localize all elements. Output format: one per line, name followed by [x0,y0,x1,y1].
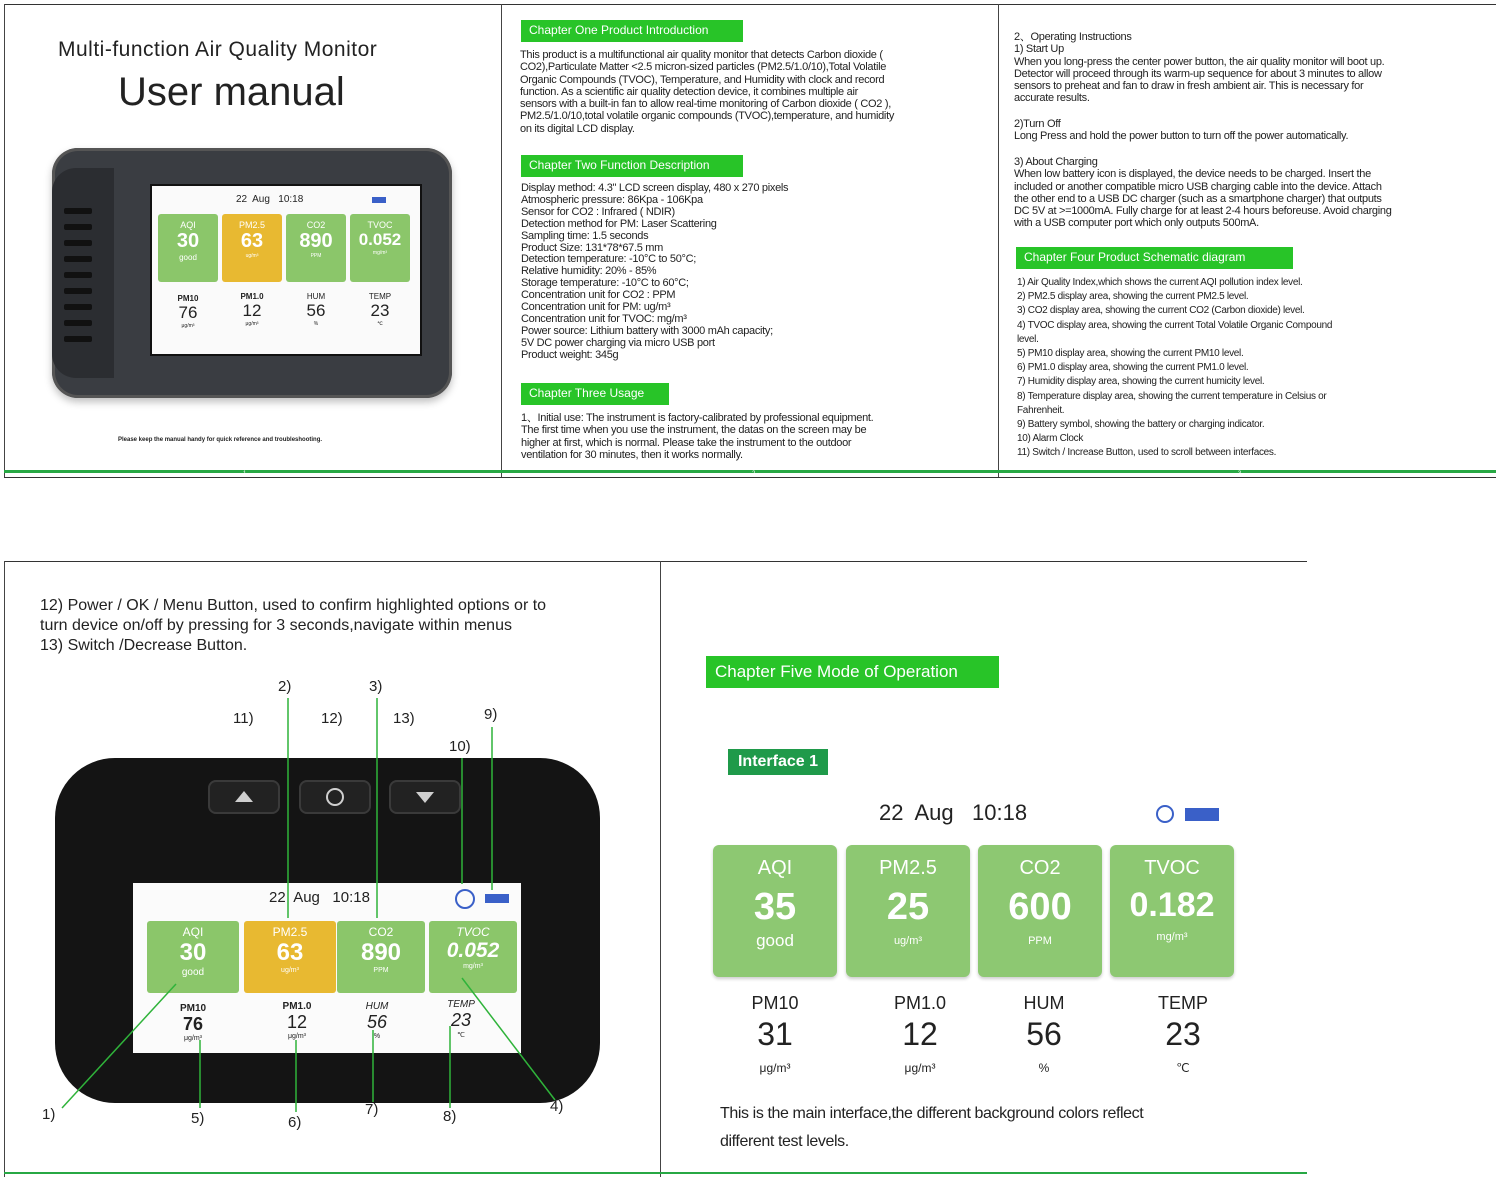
date-month: Aug [914,800,954,825]
date-month: Aug [252,194,270,205]
page-divider-3 [660,561,661,1177]
tile-co2 [978,845,1102,977]
reading-unit: % [313,321,319,327]
alarm-clock-icon [1156,805,1174,823]
reading-unit: μg/m³ [183,1035,203,1042]
chapter-five-heading: Chapter Five Mode of Operation [706,656,999,688]
leader-line-1 [62,984,176,1108]
reading-value: 23 [370,301,390,320]
chapter-two-text: Display method: 4.3" LCD screen display, 480 x 270 pixels Atmospheric pressure: 86Kpa - 106Kpa Sensor for CO2 : Infrared ( NDIR) Detection method for PM: Laser Scattering Sampling time: 1.5 seconds Product Size: 131*78*67.5 mm Detection temperature: -10°C to 50°C; Relative humidity: 20% - 85% Storage temperature: -10°C to 60°C; Concentration unit for CO2 : PPM Concentration unit for PM: ug/m³ Concentration unit for TVOC: mg/m³ Power source: Lithium battery with 3000 mAh capacity; 5V DC power charging via micro USB port Product weight: 345g [521,182,789,361]
callout-8: 8) [443,1108,457,1125]
cover-footer-note: Please keep the manual handy for quick reference and troubleshooting. [118,437,323,443]
callout-5: 5) [191,1110,205,1127]
reading-value: 12 [242,301,262,320]
tile-unit: mg/m³ [1156,931,1188,943]
cover-subtitle: Multi-function Air Quality Monitor [58,38,378,61]
reading-unit: ℃ [1176,1061,1190,1075]
chapter-three-heading: Chapter Three Usage [521,383,669,405]
tile-label: AQI [182,925,204,939]
tile-unit: good [756,931,794,950]
reading-unit: μg/m³ [245,321,259,327]
tile-label: PM2.5 [879,857,937,879]
callout-12: 12) [321,710,343,727]
date-day: 22 [236,194,248,205]
leader-line-4 [462,978,555,1100]
reading-pm1 [858,993,982,1075]
reading-unit: % [1038,1061,1050,1075]
callout-1: 1) [42,1106,56,1123]
reading-label: PM1.0 [240,292,264,301]
tile-value: 890 [299,230,333,252]
reading-label: PM10 [179,1003,207,1014]
chapter-one-heading: Chapter One Product Introduction [521,20,743,42]
reading-label: HUM [306,292,326,301]
tile-value: 63 [240,230,264,252]
interface-caption: This is the main interface,the different background colors reflect different test levels. [720,1105,1144,1150]
tile-value: 25 [886,886,930,928]
callout-4: 4) [550,1098,564,1115]
reading-unit: % [373,1033,381,1040]
page-number-1: 1 [243,471,247,477]
reading-value: 31 [757,1016,793,1052]
reading-value: 56 [366,1012,388,1032]
tile-label: CO2 [368,925,394,939]
date-day: 22 [269,889,286,906]
tile-unit: mg/m³ [463,963,483,970]
date-day: 22 [879,800,904,825]
tile-value: 890 [360,939,402,966]
clock-time: 10:18 [972,800,1028,825]
tile-value: 0.052 [446,939,500,962]
reading-unit: μg/m³ [287,1033,307,1040]
tile-label: CO2 [1019,857,1061,879]
tile-label: PM2.5 [272,925,308,939]
reading-label: TEMP [447,999,475,1010]
reading-value: 12 [902,1016,938,1052]
battery-icon [1185,808,1219,821]
tile-value: 35 [753,886,797,928]
tile-unit: mg/m³ [372,250,388,256]
tile-label: AQI [757,857,793,879]
reading-label: PM10 [751,993,799,1013]
reading-value: 12 [286,1012,308,1032]
callout-6: 6) [288,1114,302,1131]
reading-unit: μg/m³ [759,1061,791,1075]
clock-time: 10:18 [332,889,370,906]
tile-unit: PPM [310,253,322,259]
reading-unit: ℃ [377,321,383,327]
reading-value: 56 [1026,1016,1062,1052]
operating-instructions-text: 2、Operating Instructions 1) Start Up When you long-press the center power button, the air quality monitor will boot up. Detector will proceed through its warm-up sequence for about 3 minutes to allow sensors to preheat and fan to draw in fresh ambient air. This is necessary for accurate results. [1014,31,1385,105]
reading-unit: ℃ [457,1032,465,1039]
clock-time: 10:18 [278,194,304,205]
reading-value: 76 [182,1014,204,1034]
cover-title: User manual [118,70,345,114]
callout-7: 7) [365,1101,379,1118]
chapter-three-text: 1、Initial use: The instrument is factory-calibrated by professional equipment. The first time when you use the instrument, the datas on the screen may be higher at first, which is normal. Please take the instrument to the outdoor ventilation for 30 minutes, then it works normally. [521,412,874,461]
reading-label: TEMP [368,292,392,301]
tile-unit: good [179,253,197,262]
reading-unit: μg/m³ [904,1061,936,1075]
tile-unit: ug/m³ [281,967,299,974]
tile-label: TVOC [1144,857,1200,879]
callout-13: 13) [393,710,415,727]
reading-label: HUM [365,1001,389,1012]
schematic-notes: 12) Power / OK / Menu Button, used to confirm highlighted options or to turn device on/off by pressing for 3 seconds,navigate within menus 13) Switch /Decrease Button. [40,597,547,654]
tile-pm25 [846,845,970,977]
reading-value: 23 [450,1010,472,1030]
tile-value: 600 [1008,886,1072,928]
page-number-2: 2 [752,471,756,477]
interface-date [879,800,1027,826]
reading-hum [982,993,1106,1075]
tile-unit: good [181,967,205,978]
reading-label: PM1.0 [282,1001,312,1012]
reading-label: TEMP [1157,993,1208,1013]
reading-value: 56 [306,301,326,320]
chapter-four-list: 1) Air Quality Index,which shows the current AQI pollution index level. 2) PM2.5 display area, showing the current PM2.5 level. 3) CO2 display area, showing the current CO2 (Carbon dioxide) level. 4) TVOC display area, showing the current Total Volatile Organic Compound level. 5) PM10 display area, showing the current PM10 level. 6) PM1.0 display area, showing the current PM1.0 level. 7) Humidity display area, showing the current humicity level. 8) Temperature display area, showing the current temperature in Celsius or Fahrenheit. 9) Battery symbol, showing the battery or charging indicator. 10) Alarm Clock 11) Switch / Increase Button, used to scroll between interfaces. [1017,277,1333,459]
tile-unit: ug/m³ [245,253,259,259]
callout-10: 10) [449,738,471,755]
tile-tvoc [1110,845,1234,977]
tile-label: CO2 [306,220,326,230]
tile-label: TVOC [456,925,490,939]
tile-unit: ug/m³ [893,935,923,947]
reading-unit: μg/m³ [181,323,195,329]
tile-value: 0.052 [358,230,402,249]
callout-2: 2) [278,678,292,695]
callout-9: 9) [484,706,498,723]
tile-label: AQI [180,220,196,230]
tile-aqi [713,845,837,977]
callout-11: 11) [233,710,254,727]
tile-value: 30 [176,230,200,252]
page-number-3: 3 [1238,471,1242,477]
tile-unit: PPM [1028,935,1052,947]
turn-off-text: 2)Turn Off Long Press and hold the power button to turn off the power automatically. [1014,118,1349,143]
chapter-four-heading: Chapter Four Product Schematic diagram [1016,247,1293,269]
date-month: Aug [293,889,320,906]
interface-1-label: Interface 1 [728,749,828,775]
tile-value: 0.182 [1129,886,1215,924]
reading-value: 23 [1165,1016,1201,1052]
tile-label: PM2.5 [238,220,265,230]
callout-3: 3) [369,678,383,695]
tile-unit: PPM [373,967,389,974]
chapter-two-heading: Chapter Two Function Description [521,155,743,177]
tile-value: 30 [179,939,207,966]
reading-pm10 [713,993,837,1075]
tile-value: 63 [276,939,304,966]
callout-lines [0,0,660,1179]
reading-label: HUM [1023,993,1065,1013]
page-divider-2 [998,4,999,478]
charging-text: 3) About Charging When low battery icon is displayed, the device needs to be charged. Insert the included or another compatible micro USB charging cable into the device. Attach the other end to a USB DC charger (such as a smartphone charger) that outputs DC 5V at >=1000mA. Fully charge for at least 2-4 hours beforeuse. Avoid charging with a USB computer port which only outputs 500mA. [1014,156,1392,230]
reading-label: PM10 [177,294,199,303]
reading-temp [1121,993,1245,1075]
chapter-one-text: This product is a multifunctional air quality monitor that detects Carbon dioxide ( CO2),Particulate Matter <2.5 micron-sized particles (PM2.5/1.0/10),Total Volatile Organic Compounds (TVOC), Temperature, and Humidity with clock and record function. As a scientific air quality detection device, it combines multiple air sensors with a built-in fan to allow real-time monitoring of Carbon dioxide ( CO2 ), PM2.5/1.0/10,total volatile organic compounds (TVOC),temperature, and humidity on its digital LCD display. [520,49,895,135]
reading-label: PM1.0 [893,993,947,1013]
tile-label: TVOC [367,220,393,230]
reading-value: 76 [178,303,198,322]
